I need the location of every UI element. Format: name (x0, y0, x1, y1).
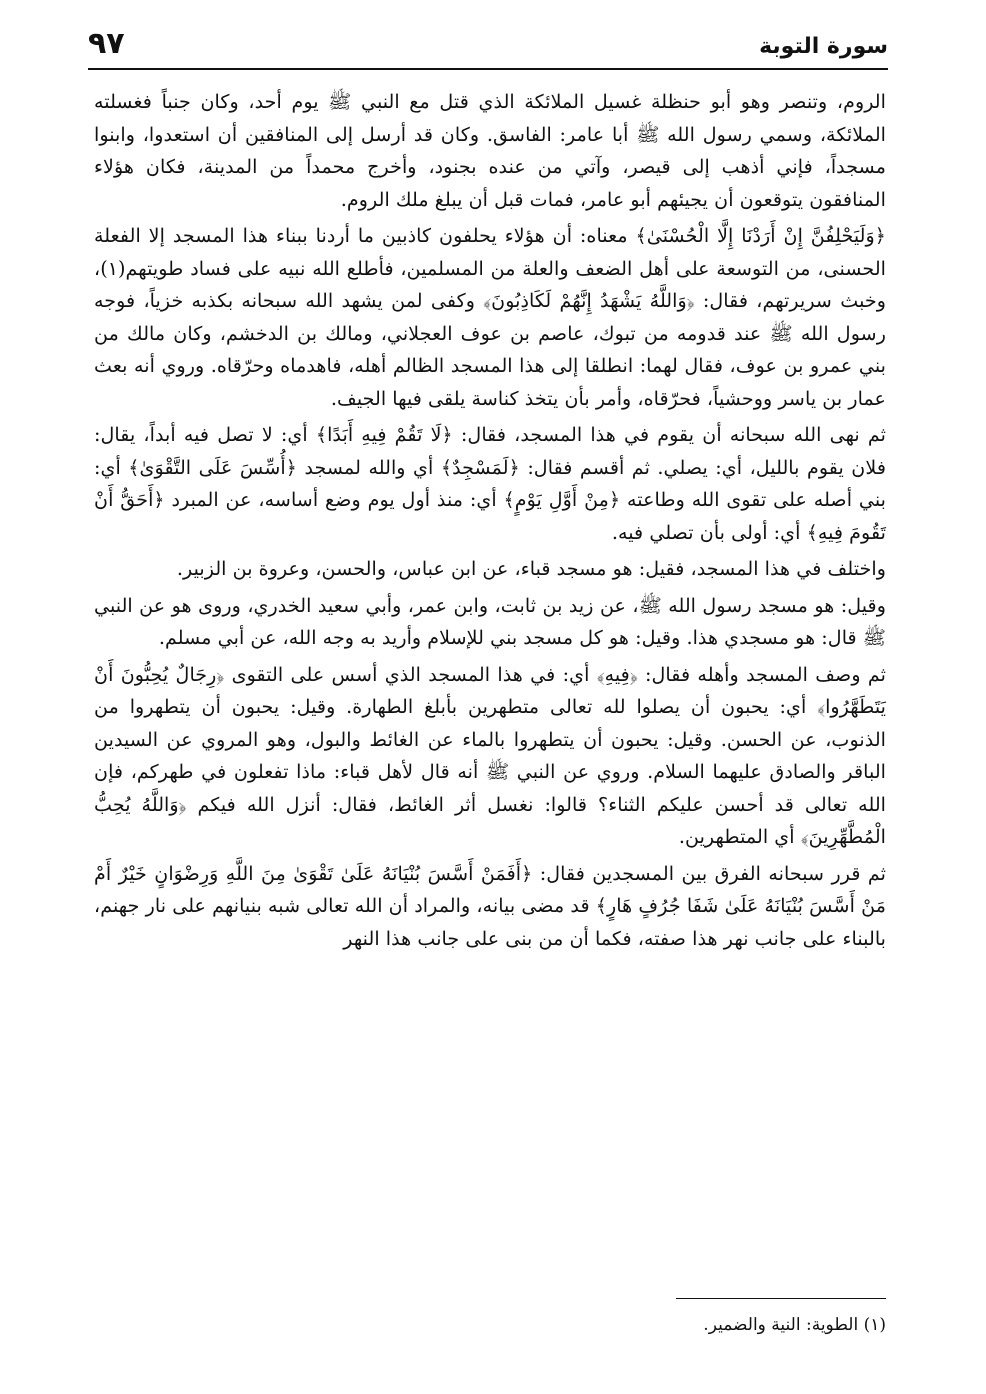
paragraph: ﴿وَلَيَحْلِفُنَّ إِنْ أَرَدْنَا إِلَّا الْحُسْنَىٰ﴾ معناه: أن هؤلاء يحلفون كاذبين ما أردنا ببناء هذا المسجد إلا الفعلة الحسنى، من التوسعة على أهل الضعف والعلة من المسلمين، فأطلع الله نبيه على فساد طويتهم(١)، وخبث سريرتهم، فقال: ﴿وَاللَّهُ يَشْهَدُ إِنَّهُمْ لَكَاذِبُونَ﴾ وكفى لمن يشهد الله سبحانه بكذبه خزياً، فوجه رسول الله ﷺ عند قدومه من تبوك، عاصم بن عوف العجلاني، ومالك بن الدخشم، وكان مالك من بني عمرو بن عوف، فقال لهما: انطلقا إلى هذا المسجد الظالم أهله، فاهدماه وحرّقاه. وروي أنه بعث عمار بن ياسر ووحشياً، فحرّقاه، وأمر بأن يتخذ كناسة يلقى فيها الجيف. (94, 224, 886, 410)
paragraph: ثم نهى الله سبحانه أن يقوم في هذا المسجد، فقال: ﴿لَا تَقُمْ فِيهِ أَبَدًا﴾ أي: لا تصل فيه أبداً، يقال: فلان يقوم بالليل، أي: يصلي. ثم أقسم فقال: ﴿لَمَسْجِدٌ﴾ أي والله لمسجد ﴿أُسِّسَ عَلَى التَّقْوَىٰ﴾ أي: بني أصله على تقوى الله وطاعته ﴿مِنْ أَوَّلِ يَوْمٍ﴾ أي: منذ أول يوم وضع أساسه، عن المبرد ﴿أَحَقُّ أَنْ تَقُومَ فِيهِ﴾ أي: أولى بأن تصلي فيه. (94, 423, 886, 544)
surah-title: سورة التوبة (759, 34, 888, 59)
paragraph: وقيل: هو مسجد رسول الله ﷺ، عن زيد بن ثابت، وابن عمر، وأبي سعيد الخدري، وروى هو عن النبي ﷺ قال: هو مسجدي هذا. وقيل: هو كل مسجد بني للإسلام وأريد به وجه الله، عن أبي مسلم. (94, 593, 886, 649)
footnote-divider (676, 1298, 886, 1299)
paragraph: واختلف في هذا المسجد، فقيل: هو مسجد قباء، عن ابن عباس، والحسن، وعروة بن الزبير. (176, 557, 886, 580)
footnote: (١) الطوية: النية والضمير. (703, 1315, 886, 1335)
page-header (88, 24, 888, 68)
paragraph: ثم قرر سبحانه الفرق بين المسجدين فقال: ﴿أَفَمَنْ أَسَّسَ بُنْيَانَهُ عَلَىٰ تَقْوَىٰ مِنَ اللَّهِ وَرِضْوَانٍ خَيْرٌ أَمْ مَنْ أَسَّسَ بُنْيَانَهُ عَلَىٰ شَفَا جُرُفٍ هَارٍ﴾ قد مضى بيانه، والمراد أن الله تعالى شبه بنيانهم على نار جهنم، بالبناء على جانب نهر هذا صفته، فكما أن من بنى على جانب هذا النهر (94, 861, 886, 950)
page-number: ٩٧ (88, 26, 125, 61)
paragraph: ثم وصف المسجد وأهله فقال: ﴿فِيهِ﴾ أي: في هذا المسجد الذي أسس على التقوى ﴿رِجَالٌ يُحِبُّونَ أَنْ يَتَطَهَّرُوا﴾ أي: يحبون أن يصلوا لله تعالى متطهرين بأبلغ الطهارة. وقيل: يحبون أن يتطهروا من الذنوب، عن الحسن. وقيل: يحبون أن يتطهروا بالماء عن الغائط والبول، وهو المروي عن السيدين الباقر والصادق عليهما السلام. وروي عن النبي ﷺ أنه قال لأهل قباء: ماذا تفعلون في طهركم، فإن الله تعالى قد أحسن عليكم الثناء؟ قالوا: نغسل أثر الغائط، فقال: أنزل الله فيكم ﴿وَاللَّهُ يُحِبُّ الْمُطَّهِّرِينَ﴾ أي المتطهرين. (94, 662, 886, 848)
paragraph: الروم، وتنصر وهو أبو حنظلة غسيل الملائكة الذي قتل مع النبي ﷺ يوم أحد، وكان جنباً فغسلته الملائكة، وسمي رسول الله ﷺ أبا عامر: الفاسق. وكان قد أرسل إلى المنافقين أن استعدوا، وابنوا مسجداً، فإني أذهب إلى قيصر، وآتي من عنده بجنود، وأخرج محمداً من المدينة، فكان هؤلاء المنافقون يتوقعون أن يجيئهم أبو عامر، فمات قبل أن يبلغ ملك الروم. (94, 90, 886, 211)
main-text (94, 86, 886, 955)
header-divider (88, 68, 888, 70)
